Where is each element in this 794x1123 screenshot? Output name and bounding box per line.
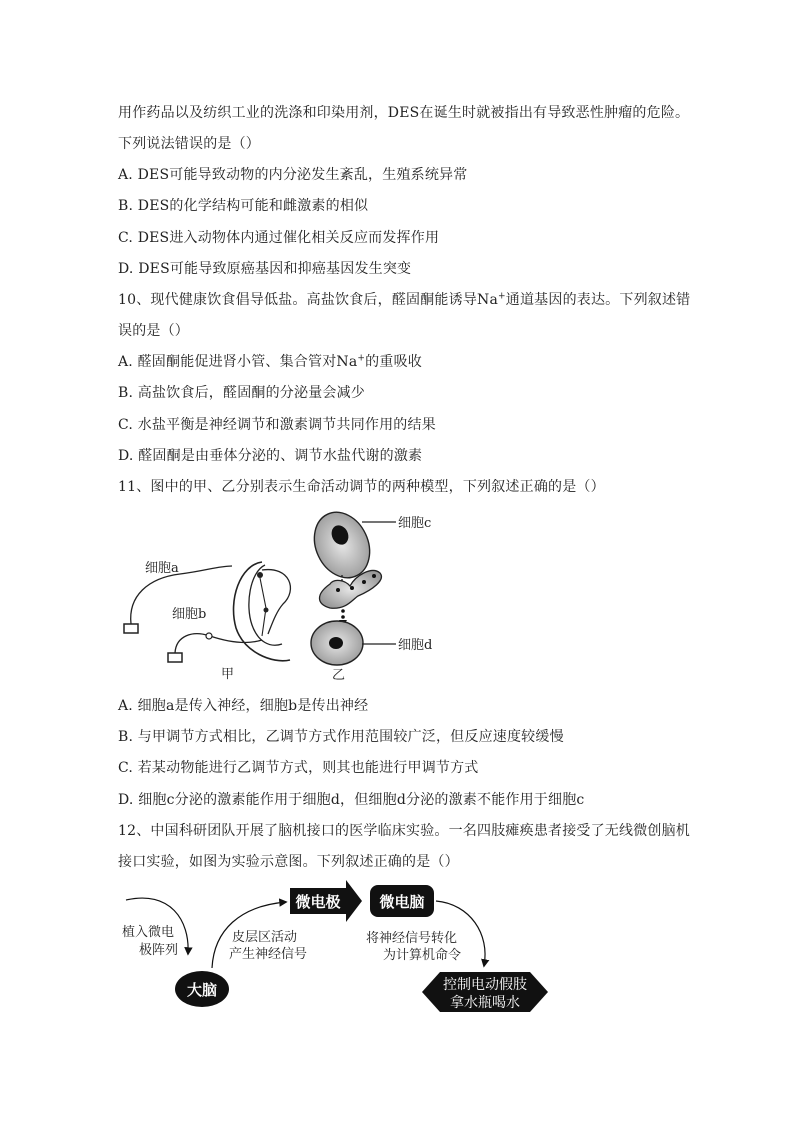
- q11-option-a: A. 细胞a是传入神经，细胞b是传出神经: [118, 698, 369, 714]
- q10-stem-line2: 误的是（）: [118, 323, 189, 339]
- q11-option-c: C. 若某动物能进行乙调节方式，则其也能进行甲调节方式: [118, 760, 479, 776]
- control-label-line2: 拿水瓶喝水: [450, 995, 520, 1011]
- q9-stem-line1: 用作药品以及纺织工业的洗涤和印染用剂，DES在诞生时就被指出有导致恶性肿瘤的危险。: [118, 105, 690, 121]
- label-cell-b: 细胞b: [172, 607, 207, 622]
- cortex-text-line2: 产生神经信号: [229, 947, 308, 962]
- implant-text-line1: 植入微电: [122, 925, 175, 940]
- label-yi: 乙: [332, 668, 346, 683]
- convert-text-line2: 为计算机命令: [383, 948, 462, 963]
- label-jia: 甲: [221, 667, 235, 682]
- implant-text-line2: 极阵列: [139, 943, 179, 958]
- q12-stem-line1: 12、中国科研团队开展了脑机接口的医学临床实验。一名四肢瘫痪患者接受了无线微创脑机: [118, 823, 691, 839]
- label-cell-a: 细胞a: [145, 561, 179, 576]
- label-cell-c: 细胞c: [398, 516, 432, 531]
- brain-label: 大脑: [186, 981, 218, 999]
- q11-stem: 11、图中的甲、乙分别表示生命活动调节的两种模型，下列叙述正确的是（）: [118, 479, 605, 495]
- q9-option-d: D. DES可能导致原癌基因和抑癌基因发生突变: [118, 261, 412, 277]
- q10-option-b: B. 高盐饮食后，醛固酮的分泌量会减少: [118, 385, 365, 401]
- q11-option-d: D. 细胞c分泌的激素能作用于细胞d，但细胞d分泌的激素不能作用于细胞c: [118, 792, 585, 808]
- q11-option-b: B. 与甲调节方式相比，乙调节方式作用范围较广泛，但反应速度较缓慢: [118, 729, 564, 745]
- q9-option-b: B. DES的化学结构可能和雌激素的相似: [118, 198, 369, 214]
- q10-option-a: A. 醛固酮能促进肾小管、集合管对Na+的重吸收: [118, 353, 422, 370]
- q12-stem-line2: 接口实验，如图为实验示意图。下列叙述正确的是（）: [118, 854, 459, 870]
- electrode-label: 微电极: [295, 893, 341, 911]
- q10-stem-line1: 10、现代健康饮食倡导低盐。高盐饮食后，醛固酮能诱导Na+通道基因的表达。下列叙述错: [118, 291, 691, 308]
- q9-option-a: A. DES可能导致动物的内分泌发生紊乱，生殖系统异常: [118, 167, 468, 183]
- q9-option-c: C. DES进入动物体内通过催化相关反应而发挥作用: [118, 230, 440, 246]
- control-label-line1: 控制电动假肢: [443, 977, 527, 993]
- convert-text-line1: 将神经信号转化: [366, 931, 458, 946]
- q10-option-c: C. 水盐平衡是神经调节和激素调节共同作用的结果: [118, 417, 436, 433]
- q9-stem-line2: 下列说法错误的是（）: [118, 136, 260, 152]
- microbrain-label: 微电脑: [379, 893, 425, 911]
- q10-option-d: D. 醛固酮是由垂体分泌的、调节水盐代谢的激素: [118, 448, 423, 464]
- label-cell-d: 细胞d: [398, 638, 433, 653]
- cortex-text-line1: 皮层区活动: [232, 930, 298, 945]
